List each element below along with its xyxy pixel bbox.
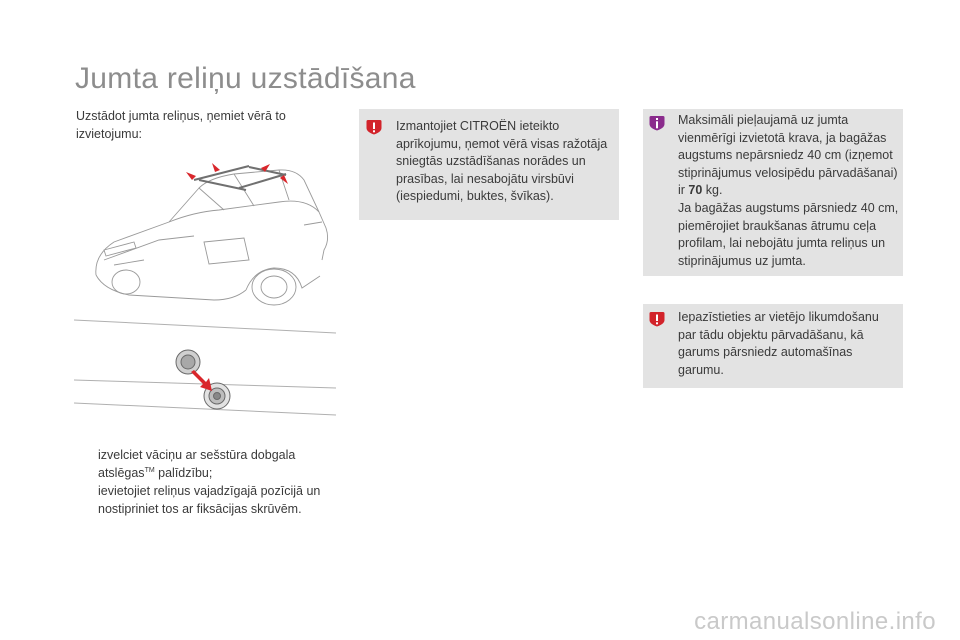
roof-rails-illustration: [74, 150, 344, 425]
info-icon: [649, 115, 665, 131]
intro-text: Uzstādot jumta reliņus, ņemiet vērā to izvietojumu:: [76, 109, 286, 141]
cap-arrow: [191, 370, 212, 391]
warning-box-equipment: [359, 109, 619, 220]
step-list: [76, 447, 336, 519]
list-item: izvelciet vāciņu ar sešstūra dobgala atslēgas™ palīdzību;: [98, 448, 296, 480]
car-drawing: [96, 170, 328, 305]
watermark: carmanualsonline.info: [694, 608, 936, 635]
page-title: Jumta reliņu uzstādīšana: [75, 62, 416, 95]
warning-icon: [649, 311, 665, 327]
warning-box-legislation: [643, 304, 903, 388]
info-text: Maksimāli pieļaujamā uz jumta vienmērīgi izvietotā krava, ja bagāžas augstums nepārsniedz 40 cm (izņemot stiprinājumus velosipēdu pārvadāšanai) ir 70 kg. Ja bagāžas augstums pārsniedz 40 cm, piemērojiet braukšanas ātrumu ceļa profilam, lai nebojātu jumta reliņus un stiprinājumus uz jumta.: [678, 113, 899, 268]
warning-text: Iepazīstieties ar vietējo likumdošanu par tādu objektu pārvadāšanu, kā garums pārsniedz automašīnas garumu.: [678, 310, 879, 377]
warning-text: Izmantojiet CITROËN ieteikto aprīkojumu, ņemot vērā visas ražotāja sniegtās uzstādīšanas norādes un prasības, lai nesabojātu virsbūvi (iespiedumi, buktes, švīkas).: [396, 119, 608, 204]
info-box-roof-load: [643, 109, 903, 276]
roof-rails: [194, 166, 286, 190]
warning-icon: [366, 119, 382, 135]
list-item: ievietojiet reliņus vajadzīgajā pozīcijā un nostipriniet tos ar fiksācijas skrūvēm.: [98, 484, 321, 516]
